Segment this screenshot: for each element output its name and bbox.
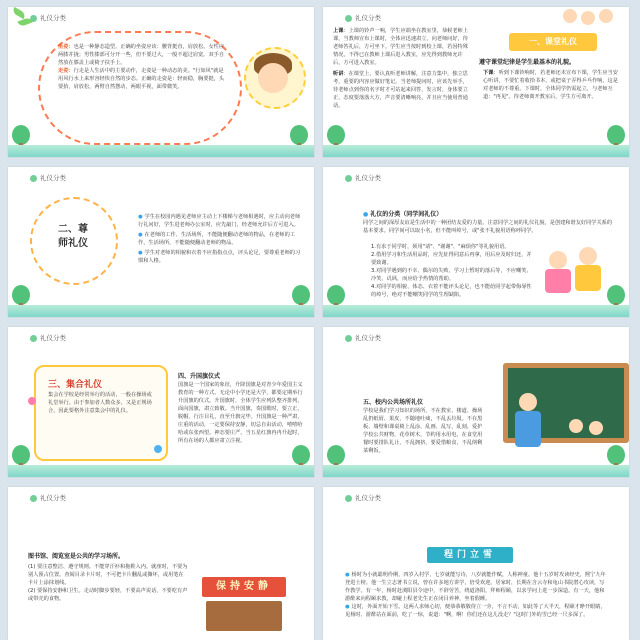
- slide-header: 礼仪分类: [30, 173, 66, 182]
- classmate-items: [371, 243, 533, 299]
- slide-1-text: [58, 43, 228, 91]
- heart-icon: [28, 397, 36, 405]
- slide-1: [8, 7, 314, 157]
- library-heading: 图书馆、阅览室是公共的学习场所。: [28, 553, 125, 560]
- ground-decoration: [323, 305, 629, 317]
- library-items: [28, 563, 188, 603]
- list-item: (1) 要注意整洁、遵守规则。不能穿汗衫和拖鞋入内。就座时，不要为别人预占位置。查阅目录卡片时，不可把卡片翻乱或撕坏，或用笔在卡片上涂抹划线。: [28, 564, 188, 586]
- kid-face-icon: [563, 9, 577, 23]
- classmate-intro: 同学之间的深厚友谊是生活中的一种团结友爱的力量。注意同学之间的礼仪礼貌，是创建和谐友好同学关系的基本要求。同学间可以取小名，但不能叫绰号，或"张不礼貌用语称呼同学。: [363, 220, 613, 234]
- header-dot-icon: [30, 335, 37, 342]
- assembly-text: 集会在学校是经常举行的活动，一般在操场或礼堂举行。由于参加者人数众多，又是正规场合，因此要格外注意集会中的礼仪。: [48, 392, 152, 414]
- slide-2: [323, 7, 629, 157]
- ground-decoration: [8, 305, 314, 317]
- leaf-icon: [17, 17, 32, 27]
- walk-posture-text: 走姿：行走是人生活中的主要动作，走姿是一种动态的美。"行如风"就是用风行水上来形容轻快自然的步态。正确的走姿是：轻而稳，胸要挺，头要抬，肩放松，两臂自然摆动，两眼平视，面带微笑。: [58, 68, 225, 90]
- boy-shirt: [575, 265, 601, 291]
- leaf-icon: [11, 7, 26, 19]
- list-item: 2.借用学习和生活用品时，应先征得同意后再拿，用后应及时归还，并要致谢。: [371, 252, 532, 266]
- story-banner: 程门立雪: [427, 547, 513, 563]
- kid-face-icon: [258, 63, 288, 93]
- slide-header: 礼仪分类: [345, 493, 381, 502]
- bullet-icon: ●: [138, 250, 143, 256]
- class-end-text: 下课：听到下课铃响时，若老师还未宣布下课，学生应当安心听讲，不要忙着收拾书本，或把桌子弄得乒乓作响，这是对老师的不尊重。下课时，全体同学仍需起立，与老师互道："再见"。待老师离开教室后，学生方可离开。: [483, 70, 618, 100]
- list-item: 1.有求于同学时，须用"请"、"谢谢"、"麻烦你"等礼貌用语。: [371, 244, 510, 250]
- public-place-text: 学校是我们学习知识的场所，不在教室、楼道、操场乱扔纸屑、果皮，不随地吐痰，不乱丢垃圾。不在黑板、墙壁和课桌椅上乱涂、乱画、乱写，乱刻。爱护学校公共财物，花草树木，节约用水用电，在食堂用餐时要排队礼让，不乱拥挤，要爱惜粮食，不乱倒剩菜剩饭。: [363, 408, 483, 454]
- list-item: 3.对同学遇到的不幸、偶尔的失败、学习上暂时的落后等，不应嘲笑、冷笑、讥讽，而应给予热情的帮助。: [371, 268, 532, 282]
- slide-header: 礼仪分类: [30, 493, 66, 502]
- header-dot-icon: [345, 175, 352, 182]
- kid-face-icon: [581, 11, 595, 25]
- ground-decoration: [323, 145, 629, 157]
- slogan: 遵守课堂纪律是学生最基本的礼貌。: [479, 59, 576, 66]
- slide-header: 礼仪分类: [345, 13, 381, 22]
- slide-5: [8, 327, 314, 477]
- header-dot-icon: [345, 15, 352, 22]
- slide-8: [323, 487, 629, 640]
- flag-ceremony-title: 四、升国旗仪式: [178, 373, 221, 380]
- header-dot-icon: [30, 175, 37, 182]
- ground-decoration: [8, 145, 314, 157]
- flag-ceremony-text: 国旗是一个国家的象征，升降国旗是对青少年爱国主义教育的一种方式。无论中小学还是大学，都要定期举行升国旗的仪式。升国旗时，全体学生应列队整齐排列，面向国旗，肃立致敬。当升国旗，奏国歌时，要立正，脱帽，行注目礼，直至升旗完毕。升国旗是一种严肃，庄重的活动，一定要保持安静，切忌自由活动，嘻嘻哈哈或东张西望。神态要庄严，当五星红旗冉冉升起时，所有在场的人都应肃立注视。: [178, 382, 303, 444]
- header-dot-icon: [345, 495, 352, 502]
- list-item: 4.对同学的相貌、体态、衣着不能评头论足，也不能给同学起带侮辱性的绰号，绝对不能嘲笑同学的生理缺陷。: [371, 284, 532, 298]
- public-place-title: 五、校内公共场所礼仪: [363, 399, 424, 406]
- student-icon: [589, 421, 603, 435]
- list-item: (2) 要保持安静和卫生。走动时脚步要轻，不要高声说话，不要吃有声或带壳的食物。: [28, 588, 188, 602]
- slide-header: 礼仪分类: [345, 173, 381, 182]
- heart-icon: [154, 445, 162, 453]
- slide-4: [323, 167, 629, 317]
- slide-header: 礼仪分类: [30, 13, 66, 22]
- slide-6: [323, 327, 629, 477]
- list-item: ● 学生对老师的相貌和衣着不应指指点点，评头论足，要尊重老师的习惯和人格。: [138, 250, 301, 264]
- bullet-icon: ●: [345, 604, 350, 610]
- classmate-heading: ● 礼仪的分类（同学间礼仪）: [363, 211, 443, 218]
- bookshelf-icon: [206, 601, 282, 631]
- bullet-icon: ●: [138, 232, 143, 238]
- class-start-text: 上课：上课的铃声一响，学生应端坐在教室里，恭候老师上课，当教师宣布上课时，全体应迅速肃立，向老师问好，待老师答礼后，方可坐下。学生应当按时到校上课，若因特殊情况，不得已在教师上课后进入教室，应先得到教师允许后，方可进入教室。: [333, 28, 468, 66]
- slide-header: 礼仪分类: [345, 333, 381, 342]
- header-dot-icon: [30, 495, 37, 502]
- girl-dress: [545, 269, 571, 293]
- class-etiquette-banner: 一、课堂礼仪: [509, 33, 597, 51]
- respect-teacher-title: 二、尊 师礼仪: [58, 224, 88, 249]
- header-dot-icon: [345, 335, 352, 342]
- keep-quiet-sign: 保持安静: [202, 577, 286, 597]
- sit-posture-text: 坐姿：也是一种静态造型。正确的坐姿应该：腰背挺直，肩放松。女性应两膝并拢；男性膝部可分开一些，但不要过大，一般不超过肩宽。双手自然放在膝盖上或椅子扶手上。: [58, 44, 225, 66]
- ground-decoration: [323, 465, 629, 477]
- bullet-icon: ●: [138, 214, 143, 220]
- list-item: ● 在老师的工作、生活场所，不能随便翻动老师的物品，在老师的工作，生活场所，不能随便翻动老师的物品。: [138, 232, 295, 246]
- teacher-icon: [519, 393, 537, 411]
- ground-decoration: [8, 465, 314, 477]
- teacher-body: [515, 411, 541, 447]
- slide-3-items: [138, 213, 302, 265]
- slide-2-left-text: [333, 27, 473, 110]
- story-paragraph: ● 这时，外面开始下雪。这两人求师心切，便恭恭敬敬侍立一旁，不言不动，如此等了大半天，程颐才睁开眼睛，见杨时、游酢站在面前，吃了一惊，说道："啊，啊！你们还在这儿没走？"这时门外的雪已经一尺多深了。: [345, 604, 606, 618]
- slide-header: 礼仪分类: [30, 333, 66, 342]
- boy-student-icon: [579, 247, 597, 265]
- list-item: ● 学生在校园内遇见老师应主动上下楼梯与老师相遇时，应主动向老师行礼问好，学生进老师办公室时，应先敲门，经老师允许后方可进入。: [138, 214, 301, 228]
- story-text: [345, 571, 609, 619]
- bullet-icon: ●: [363, 211, 369, 218]
- bullet-icon: ●: [345, 572, 350, 578]
- slide-3: [8, 167, 314, 317]
- student-icon: [569, 419, 583, 433]
- kid-face-icon: [599, 9, 613, 23]
- assembly-title: 三、集合礼仪: [48, 380, 103, 390]
- listen-text: 听讲：在课堂上，要认真听老师讲解，注意力集中，独立思考，重要的内容应做好笔记。当老师提问时，应该先举手，待老师点到你的名字时才可站起来回答，发言时，身体要立正，态度要落落大方，声音要清晰响亮，并且应当使用普通话。: [333, 71, 468, 109]
- slide-7: [8, 487, 314, 640]
- girl-student-icon: [549, 251, 567, 269]
- story-paragraph: ● 杨时为小就聪明伶俐，四岁入村学，七岁就能写诗，八岁就能作赋，人称神童。他十五岁时攻读经史，熙宁九年登进士榜。他一生立志著书立说，曾在许多地方讲学，倍受欢迎。居家时，长期在含云寺和龟山书院潜心攻读，写作教学。有一年，杨时赴浏阳县令途中，不辞劳苦，绕道洛阳，拜师程颐，以求学问上进一步深造。有一天，他和游酢来向程颐求教，却碰上程老先生正在闭目养神，坐着假睡。: [345, 572, 606, 602]
